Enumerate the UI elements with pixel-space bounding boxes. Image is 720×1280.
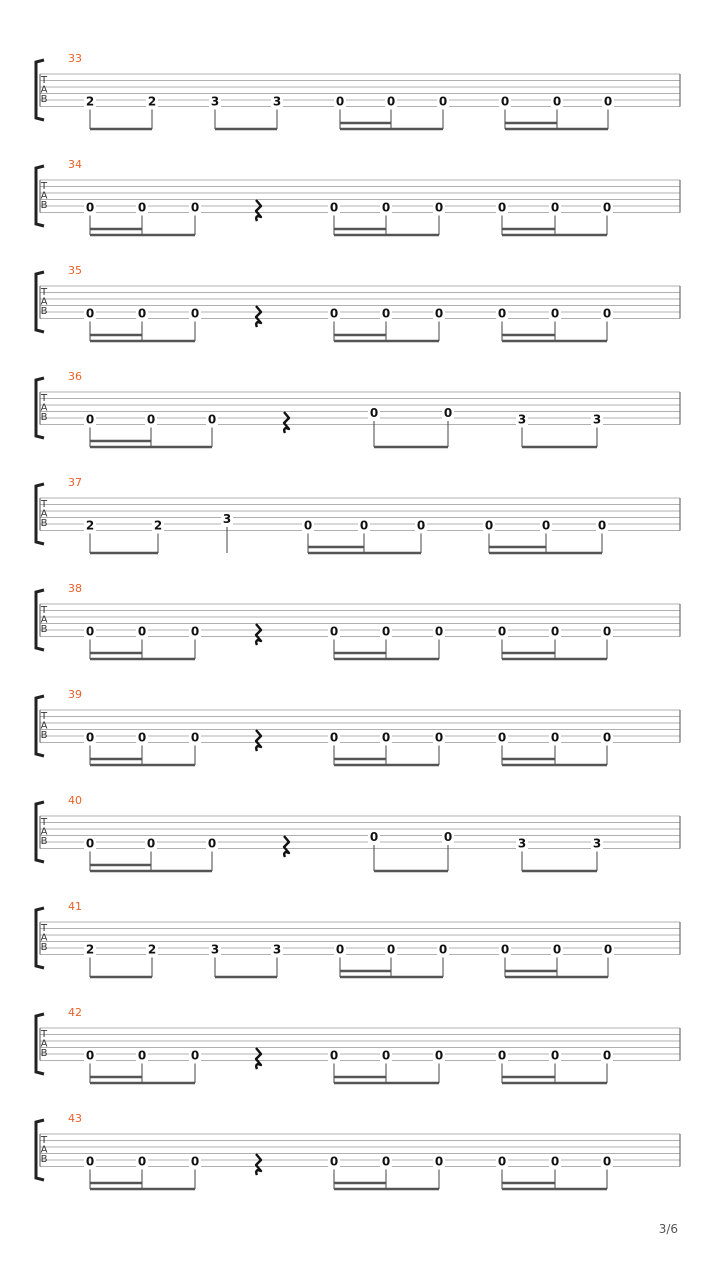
tab-system (36, 476, 680, 553)
tab-clef-letter: A (40, 296, 48, 308)
fret-number: 2 (85, 518, 95, 533)
tab-clef-letter: B (40, 836, 48, 847)
quarter-rest (256, 200, 261, 221)
fret-number: 0 (550, 200, 560, 215)
fret-number: 2 (85, 942, 95, 957)
fret-number: 0 (500, 94, 510, 109)
fret-number: 0 (190, 200, 200, 215)
fret-number: 0 (550, 624, 560, 639)
measure-number: 36 (68, 370, 82, 383)
fret-number: 2 (147, 942, 157, 957)
tab-clef-letter: B (40, 306, 48, 317)
tab-clef-letter: T (40, 605, 48, 616)
tab-clef-letter: B (40, 942, 48, 953)
fret-number: 0 (335, 94, 345, 109)
fret-number: 0 (369, 830, 379, 844)
measure-number: 39 (68, 688, 82, 701)
tab-system (36, 52, 680, 129)
tab-system (36, 794, 680, 871)
fret-number: 0 (303, 518, 313, 533)
tab-clef-letter: B (40, 1154, 48, 1165)
fret-number: 0 (386, 942, 396, 957)
fret-number: 0 (541, 518, 551, 533)
fret-number: 0 (137, 730, 147, 745)
fret-number: 3 (592, 836, 602, 851)
fret-number: 0 (602, 1048, 612, 1063)
fret-number: 0 (497, 200, 507, 215)
fret-number: 0 (434, 624, 444, 639)
fret-number: 0 (329, 1048, 339, 1063)
fret-number: 0 (335, 942, 345, 957)
fret-number: 0 (602, 200, 612, 215)
fret-number: 0 (497, 624, 507, 639)
fret-number: 0 (190, 624, 200, 639)
measure-number: 37 (68, 476, 82, 489)
fret-number: 0 (137, 200, 147, 215)
fret-number: 0 (381, 1154, 391, 1169)
fret-number: 0 (497, 1154, 507, 1169)
fret-number: 0 (434, 1154, 444, 1169)
fret-number: 0 (85, 1048, 95, 1063)
fret-number: 0 (552, 942, 562, 957)
tab-clef-letter: T (40, 817, 48, 828)
tab-system (36, 370, 680, 447)
fret-number: 0 (329, 200, 339, 215)
tab-clef-letter: B (40, 730, 48, 741)
fret-number: 0 (85, 624, 95, 639)
quarter-rest (256, 624, 261, 645)
tab-clef-letter: T (40, 499, 48, 510)
tab-clef-letter: A (40, 614, 48, 626)
tab-system (36, 582, 680, 659)
fret-number: 0 (416, 518, 426, 533)
tab-clef-letter: A (40, 932, 48, 944)
fret-number: 3 (222, 512, 232, 526)
tab-clef-letter: A (40, 508, 48, 520)
tab-system (36, 264, 680, 341)
tab-clef-letter: T (40, 393, 48, 404)
fret-number: 0 (381, 306, 391, 321)
fret-number: 3 (272, 94, 282, 109)
quarter-rest (256, 1048, 261, 1069)
fret-number: 0 (497, 730, 507, 745)
fret-number: 0 (497, 1048, 507, 1063)
tab-clef-letter: B (40, 412, 48, 423)
fret-number: 0 (434, 306, 444, 321)
fret-number: 0 (329, 1154, 339, 1169)
tab-system (36, 1112, 680, 1189)
fret-number: 0 (85, 412, 95, 427)
fret-number: 0 (602, 306, 612, 321)
fret-number: 0 (438, 94, 448, 109)
fret-number: 0 (381, 730, 391, 745)
fret-number: 0 (484, 518, 494, 533)
fret-number: 0 (434, 1048, 444, 1063)
fret-number: 0 (386, 94, 396, 109)
fret-number: 3 (210, 942, 220, 957)
fret-number: 0 (85, 836, 95, 851)
fret-number: 0 (443, 406, 453, 420)
tab-system (36, 1006, 680, 1083)
tab-clef-letter: B (40, 94, 48, 105)
fret-number: 0 (146, 412, 156, 427)
fret-number: 0 (438, 942, 448, 957)
tab-clef-letter: A (40, 84, 48, 96)
fret-number: 3 (517, 412, 527, 427)
fret-number: 2 (85, 94, 95, 109)
fret-number: 0 (550, 306, 560, 321)
fret-number: 0 (190, 730, 200, 745)
tab-clef-letter: T (40, 923, 48, 934)
fret-number: 0 (85, 730, 95, 745)
fret-number: 0 (137, 306, 147, 321)
tab-system (36, 158, 680, 235)
fret-number: 0 (602, 730, 612, 745)
fret-number: 0 (550, 1048, 560, 1063)
fret-number: 0 (137, 1154, 147, 1169)
quarter-rest (284, 836, 289, 857)
fret-number: 0 (137, 1048, 147, 1063)
measure-number: 42 (68, 1006, 82, 1019)
fret-number: 0 (497, 306, 507, 321)
tab-clef-letter: T (40, 1135, 48, 1146)
fret-number: 0 (603, 94, 613, 109)
tab-clef-letter: A (40, 720, 48, 732)
tab-clef-letter: A (40, 402, 48, 414)
quarter-rest (284, 412, 289, 433)
tab-clef-letter: A (40, 1038, 48, 1050)
fret-number: 2 (147, 94, 157, 109)
fret-number: 0 (329, 624, 339, 639)
quarter-rest (256, 730, 261, 751)
tab-clef-letter: A (40, 190, 48, 202)
fret-number: 0 (381, 200, 391, 215)
fret-number: 0 (85, 1154, 95, 1169)
fret-number: 0 (500, 942, 510, 957)
measure-number: 35 (68, 264, 82, 277)
fret-number: 0 (207, 836, 217, 851)
fret-number: 0 (381, 624, 391, 639)
tab-clef-letter: B (40, 200, 48, 211)
fret-number: 0 (190, 306, 200, 321)
tab-clef-letter: B (40, 624, 48, 635)
tab-clef-letter: A (40, 826, 48, 838)
fret-number: 2 (153, 518, 163, 533)
measure-number: 34 (68, 158, 82, 171)
tab-clef-letter: B (40, 1048, 48, 1059)
fret-number: 0 (602, 624, 612, 639)
tab-clef-letter: B (40, 518, 48, 529)
fret-number: 0 (146, 836, 156, 851)
fret-number: 0 (137, 624, 147, 639)
tab-system (36, 688, 680, 765)
fret-number: 0 (602, 1154, 612, 1169)
page-number: 3/6 (658, 1222, 678, 1236)
fret-number: 0 (85, 306, 95, 321)
fret-number: 3 (272, 942, 282, 957)
tab-clef-letter: T (40, 287, 48, 298)
tab-clef-letter: A (40, 1144, 48, 1156)
quarter-rest (256, 1154, 261, 1175)
measure-number: 38 (68, 582, 82, 595)
fret-number: 0 (359, 518, 369, 533)
fret-number: 0 (85, 200, 95, 215)
fret-number: 0 (207, 412, 217, 427)
fret-number: 0 (550, 730, 560, 745)
fret-number: 0 (369, 406, 379, 420)
tab-clef-letter: T (40, 75, 48, 86)
fret-number: 3 (592, 412, 602, 427)
fret-number: 0 (443, 830, 453, 844)
quarter-rest (256, 306, 261, 327)
fret-number: 0 (329, 306, 339, 321)
fret-number: 0 (434, 200, 444, 215)
fret-number: 0 (597, 518, 607, 533)
fret-number: 0 (550, 1154, 560, 1169)
fret-number: 3 (517, 836, 527, 851)
fret-number: 0 (190, 1048, 200, 1063)
fret-number: 3 (210, 94, 220, 109)
measure-number: 41 (68, 900, 82, 913)
fret-number: 0 (434, 730, 444, 745)
fret-number: 0 (329, 730, 339, 745)
fret-number: 0 (190, 1154, 200, 1169)
tab-clef-letter: T (40, 711, 48, 722)
measure-number: 33 (68, 52, 82, 65)
tab-clef-letter: T (40, 181, 48, 192)
fret-number: 0 (603, 942, 613, 957)
measure-number: 43 (68, 1112, 82, 1125)
measure-number: 40 (68, 794, 82, 807)
tab-system (36, 900, 680, 977)
fret-number: 0 (552, 94, 562, 109)
tab-clef-letter: T (40, 1029, 48, 1040)
fret-number: 0 (381, 1048, 391, 1063)
